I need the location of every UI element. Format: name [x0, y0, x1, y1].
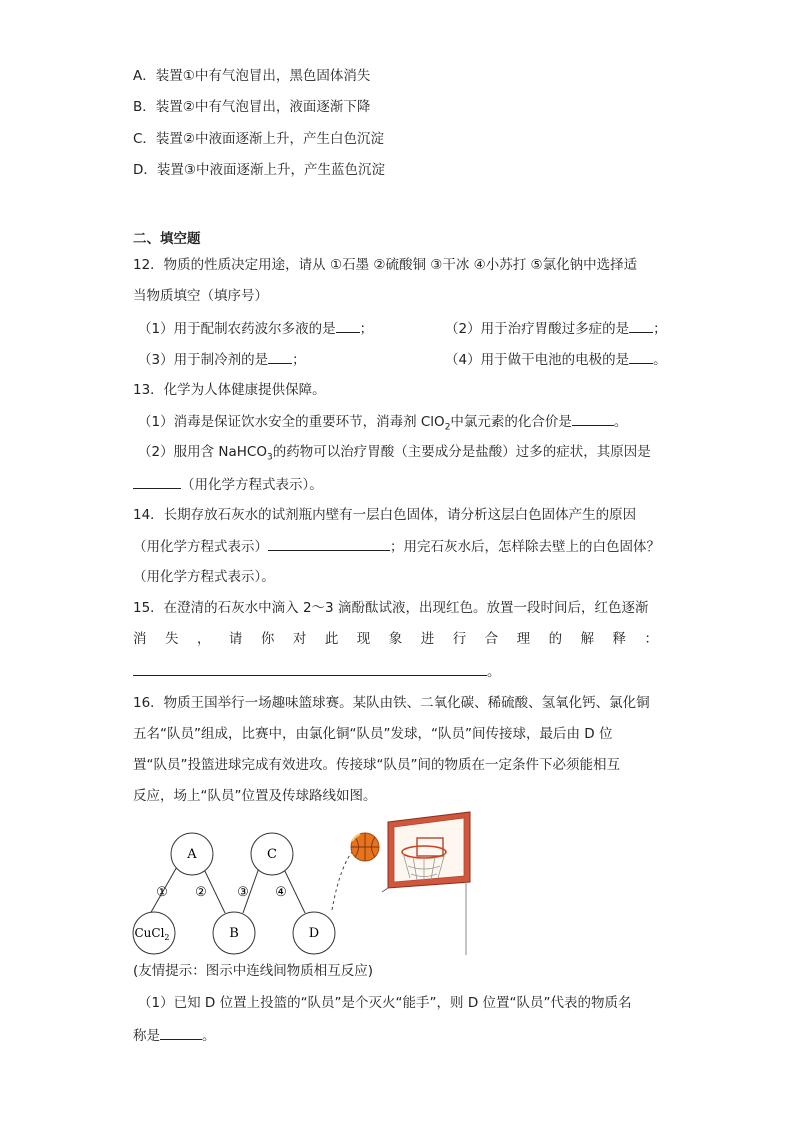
q15-char: ：: [644, 631, 658, 647]
q13-part2-sub: 3: [266, 452, 273, 463]
option-d: D．装置③中液面逐渐上升，产生蓝色沉淀: [133, 162, 385, 178]
basketball-diagram: [130, 810, 475, 960]
q13-part2-line2: [133, 474, 323, 495]
q15-char: 理: [516, 631, 531, 647]
q15-char: 现: [356, 631, 371, 647]
q13-part2-text-a: （2）服用含 NaHCO: [138, 444, 267, 460]
q15-char: 消: [133, 631, 147, 647]
q15-char: 请: [228, 631, 243, 647]
q15-line1: 15．在澄清的石灰水中滴入 2～3 滴酚酞试液，出现红色。放置一段时间后，红色逐渐: [133, 600, 649, 616]
q15-char: ，: [196, 631, 211, 647]
answer-blank[interactable]: [133, 474, 181, 489]
section-title: 二、填空题: [133, 231, 201, 247]
q15-char: 释: [612, 631, 627, 647]
q13-line1: 13．化学为人体健康提供保障。: [133, 382, 326, 398]
q15-line3: [133, 661, 501, 682]
q12-part2: [445, 318, 667, 339]
answer-blank[interactable]: [268, 536, 390, 551]
q16-part1-end: 。: [202, 1028, 216, 1044]
q12-part2-text: （2）用于治疗胃酸过多症的是: [445, 321, 630, 337]
q12-part3-text: （3）用于制冷剂的是: [138, 352, 269, 368]
q15-char: 合: [484, 631, 499, 647]
node-cucl2-sub: 2: [164, 933, 170, 942]
q16-part1-line2: [133, 1025, 216, 1046]
q12-part3-end: ；: [292, 352, 306, 368]
q15-char: 解: [580, 631, 595, 647]
q12-part3: [138, 349, 306, 370]
q12-line1: 12．物质的性质决定用途，请从 ①石墨 ②硫酸铜 ③干冰 ④小苏打 ⑤氯化钠中选择适: [133, 257, 638, 273]
q15-char: 失: [164, 631, 179, 647]
q16-line4: 反应，场上“队员”位置及传球路线如图。: [133, 788, 377, 804]
q12-part4-text: （4）用于做干电池的电极的是: [445, 352, 630, 368]
q12-part1: [138, 318, 373, 339]
edge-label-4: ④: [275, 885, 287, 900]
option-b: B．装置②中有气泡冒出，液面逐渐下降: [133, 99, 371, 115]
edge-label-3: ③: [237, 885, 249, 900]
q13-part1-end: 。: [613, 414, 628, 430]
q13-part1-text-b: 中氯元素的化合价是: [450, 414, 572, 430]
q12-line2: 当物质填空（填序号）: [133, 288, 268, 304]
q16-part1-line1: （1）已知 D 位置上投篮的“队员”是个灭火“能手”，则 D 位置“队员”代表的物质名: [138, 995, 632, 1011]
option-c: C．装置②中液面逐渐上升，产生白色沉淀: [133, 131, 385, 147]
answer-blank[interactable]: [629, 349, 653, 364]
node-cucl2-label: [134, 926, 169, 942]
q13-part2: [138, 442, 651, 468]
q13-part1-sub: 2: [444, 422, 451, 433]
answer-blank[interactable]: [336, 318, 360, 333]
node-a-label: A: [187, 847, 197, 862]
q14-line1: 14．长期存放石灰水的试剂瓶内壁有一层白色固体，请分析这层白色固体产生的原因: [133, 507, 637, 523]
q16-line2: 五名“队员”组成，比赛中，由氯化铜“队员”发球，“队员”间传接球，最后由 D 位: [133, 726, 613, 742]
q12-part2-end: ；: [653, 321, 667, 337]
q15-char: 你: [260, 631, 275, 647]
q15-char: 进: [420, 631, 435, 647]
q16-tip: (友情提示：图示中连线间物质相互反应): [133, 963, 374, 979]
q13-part2-text-b: 的药物可以治疗胃酸（主要成分是盐酸）过多的症状，其原因是: [272, 444, 651, 460]
q16-part1-line2-text: 称是: [133, 1028, 160, 1044]
edge-label-1: ①: [156, 885, 168, 900]
q16-line1: 16．物质王国举行一场趣味篮球赛。某队由铁、二氧化碳、稀硫酸、氢氧化钙、氯化铜: [133, 695, 650, 711]
q12-part4: [445, 349, 667, 370]
answer-blank[interactable]: [572, 411, 614, 426]
q13-part1-text-a: （1）消毒是保证饮水安全的重要环节，消毒剂 ClO: [138, 414, 445, 430]
q16-line3: 置“队员”投篮进球完成有效进攻。传接球“队员”间的物质在一定条件下必须能相互: [133, 757, 620, 773]
q15-char: 对: [292, 631, 307, 647]
node-b-label: B: [229, 926, 239, 941]
q14-line2-text-b: ；用完石灰水后，怎样除去壁上的白色固体？: [390, 539, 660, 555]
q12-part1-end: ；: [359, 321, 374, 337]
q15-char: 行: [452, 631, 467, 647]
q14-line2: [133, 536, 660, 557]
q12-part4-end: 。: [653, 352, 667, 368]
q13-part2-line2-text: （用化学方程式表示）。: [181, 477, 323, 493]
q12-part1-text: （1）用于配制农药波尔多液的是: [138, 321, 336, 337]
basketball-icon: [351, 833, 379, 861]
throw-path: [332, 848, 355, 910]
answer-blank[interactable]: [160, 1025, 202, 1040]
q15-char: 此: [324, 631, 339, 647]
node-cucl2-text: CuCl: [134, 926, 165, 940]
q13-part1: [138, 411, 627, 438]
q14-line2-text-a: （用化学方程式表示）: [133, 539, 268, 555]
q15-char: 的: [548, 631, 563, 647]
answer-blank[interactable]: [133, 661, 487, 676]
answer-blank[interactable]: [268, 349, 292, 364]
node-d-label: D: [308, 926, 320, 941]
basketball-hoop-icon: [382, 812, 470, 955]
q15-char: 象: [388, 631, 403, 647]
q15-line2: [133, 629, 658, 649]
q14-line3: （用化学方程式表示）。: [133, 569, 275, 585]
answer-blank[interactable]: [629, 318, 653, 333]
edge-label-2: ②: [195, 885, 207, 900]
q15-line3-end: 。: [487, 664, 501, 680]
node-c-label: C: [267, 847, 277, 862]
option-a: A．装置①中有气泡冒出，黑色固体消失: [133, 68, 371, 84]
